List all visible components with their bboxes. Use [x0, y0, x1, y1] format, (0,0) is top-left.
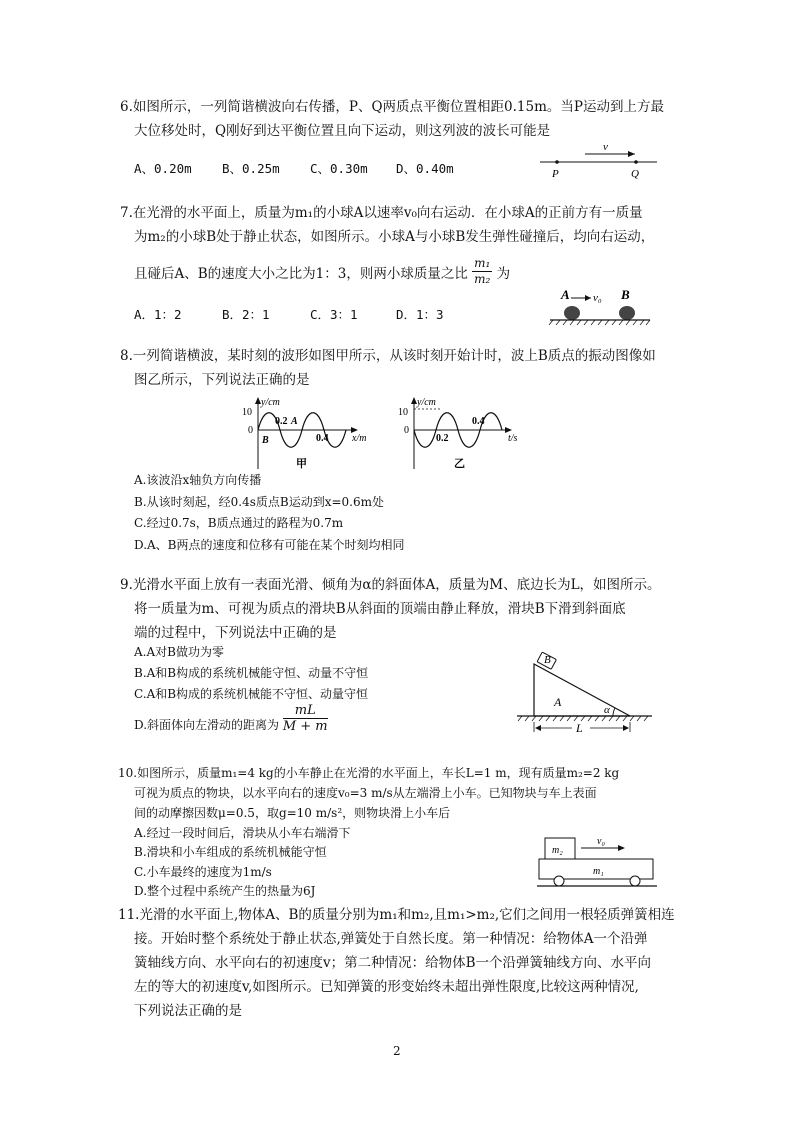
q7-option-b: B．2：1 — [222, 307, 270, 322]
q8-jia-tick-10: 10 — [242, 407, 252, 418]
q10-wheel-left — [554, 876, 564, 886]
q8-yi-xlabel: t/s — [508, 433, 518, 444]
q10-option-c: C.小车最终的速度为1m/s — [134, 865, 272, 879]
q7-line2: 为m₂的小球B处于静止状态，如图所示。小球A与小球B发生弹性碰撞后，均向右运动， — [134, 229, 655, 245]
q7-line1: 7.在光滑的水平面上，质量为m₁的小球A以速率v₀向右运动．在小球A的正前方有一质量 — [120, 205, 643, 221]
q8-line1: 8.一列简谐横波，某时刻的波形如图甲所示，从该时刻开始计时，波上B质点的振动图像如 — [120, 348, 656, 364]
q9-option-d-text: D.斜面体向左滑动的距离为 — [134, 718, 280, 732]
q6-wave-figure — [535, 140, 660, 180]
q7-a-label: A — [561, 287, 570, 302]
q9-l-label: L — [576, 721, 583, 735]
q10-line1: 10.如图所示，质量m₁=4 kg的小车静止在光滑的水平面上，车长L=1 m，现有质量m₂=2 kg — [118, 766, 620, 780]
q7-option-a: A．1：2 — [134, 307, 182, 322]
q7-ball-a — [564, 306, 580, 320]
q10-option-b: B.滑块和小车组成的系统机械能守恒 — [134, 845, 327, 859]
q7-b-label: B — [621, 287, 630, 302]
q6-p-label: P — [552, 168, 559, 180]
q8-vibration-figure-yi — [392, 393, 537, 473]
q7-mass-ratio — [472, 256, 492, 287]
q7-line3-end: 为 — [496, 266, 511, 282]
q8-wave-figure-jia — [236, 393, 376, 473]
q8-jia-b-label: B — [262, 435, 269, 446]
q10-wheel-right — [630, 876, 640, 886]
q11-line2: 接。开始时整个系统处于静止状态,弹簧处于自然长度。第一种情况：给物体A一个沿弹 — [134, 931, 648, 947]
q11-line1: 11.光滑的水平面上,物体A、B的质量分别为m₁和m₂,且m₁>m₂,它们之间用一根轻质弹簧相连 — [118, 907, 675, 923]
q7-line3 — [134, 256, 511, 287]
q7-collision-figure — [545, 286, 655, 328]
q9-option-b: B.A和B构成的系统机械能守恒、动量不守恒 — [134, 666, 369, 680]
q8-jia-tick-0: 0 — [248, 425, 253, 436]
q9-a-label: A — [554, 695, 562, 709]
q9-option-c: C.A和B构成的系统机械能不守恒、动量守恒 — [134, 687, 369, 701]
q7-v0-label: v₀ — [593, 292, 602, 304]
q7-option-c: C．3：1 — [310, 307, 358, 322]
q8-line2: 图乙所示，下列说法正确的是 — [134, 372, 310, 388]
q9-alpha-label: α — [604, 704, 610, 716]
q10-m2-label: m₂ — [552, 845, 563, 856]
q11-line3: 簧轴线方向、水平向右的初速度v；第二种情况：给物体B一个沿弹簧轴线方向、水平向 — [134, 955, 652, 971]
q9-frac-den: M + m — [282, 719, 328, 734]
q8-yi-tick-02: 0.2 — [436, 433, 449, 444]
q8-yi-tick-04: 0.4 — [472, 416, 485, 427]
q9-frac-num: mL — [283, 703, 328, 719]
q6-option-c: C、0.30m — [310, 161, 368, 176]
q10-line2: 可视为质点的物块，以水平向右的速度v₀=3 m/s从左端滑上小车。已知物块与车上表面 — [134, 786, 597, 800]
page-number: 2 — [393, 1044, 401, 1058]
q6-v-label: v — [603, 141, 608, 153]
q7-line3-text: 且碰后A、B的速度大小之比为1：3，则两小球质量之比 — [134, 266, 468, 282]
q8-yi-caption: 乙 — [454, 458, 465, 470]
q9-line2: 将一质量为m、可视为质点的滑块B从斜面的顶端由静止释放，滑块B下滑到斜面底 — [134, 601, 626, 617]
q8-jia-a-label: A — [291, 416, 298, 427]
q9-incline-figure — [512, 644, 660, 736]
q6-option-a: A、0.20m — [134, 161, 192, 176]
q8-jia-ylabel: y/cm — [261, 397, 280, 408]
q10-option-a: A.经过一段时间后，滑块从小车右端滑下 — [134, 826, 351, 840]
q6-option-b: B、0.25m — [222, 161, 280, 176]
q10-v0-label: v₀ — [597, 836, 605, 847]
q10-m1-label: m₁ — [593, 866, 604, 877]
q9-option-a: A.A对B做功为零 — [134, 645, 224, 659]
q9-option-d-fraction — [283, 703, 328, 734]
q10-option-d: D.整个过程中系统产生的热量为6J — [134, 884, 316, 898]
q8-yi-tick-10: 10 — [398, 407, 408, 418]
q8-yi-tick-0: 0 — [404, 425, 409, 436]
q7-frac-den: m₂ — [474, 272, 491, 286]
q9-line1: 9.光滑水平面上放有一表面光滑、倾角为α的斜面体A，质量为M、底边长为L，如图所示。 — [120, 577, 661, 593]
q9-b-label: B — [544, 654, 551, 666]
q8-option-b: B.从该时刻起，经0.4s质点B运动到x=0.6m处 — [134, 495, 384, 509]
q9-line3: 端的过程中，下列说法中正确的是 — [134, 625, 337, 641]
q9-option-d — [134, 703, 328, 734]
q8-jia-xlabel: x/m — [352, 433, 367, 444]
q8-jia-tick-02: 0.2 — [275, 416, 288, 427]
q8-option-c: C.经过0.7s，B质点通过的路程为0.7m — [134, 516, 344, 530]
q6-line2: 大位移处时，Q刚好到达平衡位置且向下运动，则这列波的波长可能是 — [134, 123, 551, 139]
q8-yi-ylabel: y/cm — [417, 397, 436, 408]
q8-jia-caption: 甲 — [296, 458, 307, 470]
q10-cart-figure — [535, 832, 660, 892]
q8-jia-tick-04: 0.4 — [316, 433, 329, 444]
q6-q-label: Q — [631, 168, 639, 180]
q10-line3: 间的动摩擦因数μ=0.5，取g=10 m/s²，则物块滑上小车后 — [134, 806, 451, 820]
q6-line1: 6.如图所示，一列简谐横波向右传播，P、Q两质点平衡位置相距0.15m。当P运动到上方最 — [120, 99, 664, 115]
q8-option-a: A.该波沿x轴负方向传播 — [134, 473, 262, 487]
q11-line4: 左的等大的初速度v,如图所示。已知弹簧的形变始终未超出弹性限度,比较这两种情况, — [134, 979, 639, 995]
q8-option-d: D.A、B两点的速度和位移有可能在某个时刻均相同 — [134, 538, 405, 552]
q7-frac-num: m₁ — [474, 256, 491, 270]
q6-option-d: D、0.40m — [396, 161, 454, 176]
q7-ball-b — [619, 306, 635, 320]
q7-option-d: D．1：3 — [396, 307, 444, 322]
q11-line5: 下列说法正确的是 — [134, 1003, 242, 1019]
